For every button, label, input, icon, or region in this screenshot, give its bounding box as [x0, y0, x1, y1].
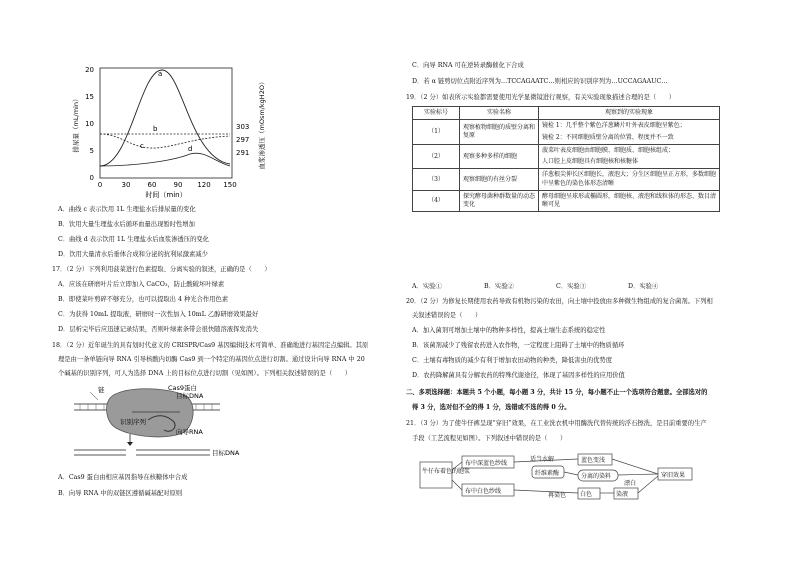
flow-hydrolysis: 适当水解 [530, 456, 555, 463]
table-cell [539, 145, 720, 169]
q18-option: B．向导 RNA 中的双链区遵循碱基配对原则 [58, 490, 183, 497]
table-header: 实验标号 [413, 107, 460, 120]
table-cell: （4） [413, 190, 460, 211]
q19-option: A．实验① [412, 283, 442, 290]
table-row [413, 120, 720, 145]
experiment-table [412, 106, 720, 212]
y-tick: 0 [89, 174, 94, 182]
curve-label: b [153, 125, 158, 133]
q18-option: A．Cas9 蛋白由相应基因指导在核糖体中合成 [58, 474, 188, 481]
q19-stem: 19．（2 分）如表所示实验都需要使用光学显微镜进行观察，有关实验现象描述合理的是（ ） [406, 94, 676, 101]
table-cell: （2） [413, 145, 460, 169]
obs-line: 镜检 2：不同细胞质壁分离的位置、程度并不一致 [542, 134, 674, 142]
q18-option: C．向导 RNA 可在逆转录酶催化下合成 [412, 62, 524, 69]
q17-option: D．层析完毕后应迅速记录结果，否则叶绿素条带会很快随溶液挥发消失 [58, 326, 259, 333]
obs-line: 菠菜叶表皮细胞由细胞膜、细胞质、细胞核组成； [542, 147, 675, 155]
q20-option: D．农药降解菌具有分解农药的特殊代谢途径，体现了基因多样性的应用价值 [412, 372, 625, 379]
table-row [413, 145, 720, 169]
curve-d [100, 153, 230, 166]
y-tick: 10 [85, 120, 94, 128]
x-axis-label: 时间（min） [145, 191, 187, 199]
label-guide-rna: 向导RNA [176, 428, 203, 436]
curve-c [100, 134, 230, 148]
table-header: 实验名称 [460, 107, 539, 120]
table-header: 观察到的实验现象 [539, 107, 720, 120]
q21-stem: 21．（3 分）为了使牛仔裤呈现“穿旧”效果，在工业洗衣机中用酶洗代替传统的浮石擦洗，是目前重要的生产 [406, 420, 707, 427]
q20-option: C．土壤有毒物质的减少有利于增加农田动物的种类，降低害虫的优势度 [412, 357, 613, 364]
q16-option: A．曲线 c 表示饮用 1L 生理盐水后排尿量的变化 [58, 206, 196, 213]
table-cell: （3） [413, 169, 460, 190]
table-row [413, 190, 720, 211]
x-tick: 150 [223, 181, 237, 189]
y2-tick: 303 [236, 123, 250, 131]
q16-option: D．饮用大量清水后垂体合成和分泌的抗利尿激素减少 [58, 251, 208, 258]
crispr-diagram [70, 384, 270, 464]
y-tick: 20 [85, 66, 94, 74]
flow-dye: 染液 [616, 491, 629, 498]
y-axis-label: 排尿量（mL/min） [72, 95, 80, 153]
label-target-dna: 目标DNA [176, 392, 204, 400]
q16-option: B．饮用大量生理盐水后循环血量出现暂时性增加 [58, 221, 195, 228]
q20-option: B．该菌剂减少了残留农药进入农作物，一定程度上阻碍了土壤中的物质循环 [412, 342, 625, 349]
curve-label: a [158, 70, 163, 78]
q17-stem: 17．（2 分）下列利用菠菜进行色素提取、分离实验的叙述，正确的是（ ） [52, 266, 271, 273]
y-tick: 15 [85, 93, 94, 101]
flow-bleach: 漂白 [624, 480, 637, 487]
label-target-dna-bottom: 目标DNA [212, 449, 240, 457]
y2-tick: 297 [236, 136, 250, 144]
urine-osmolarity-graph [70, 62, 270, 200]
x-tick: 120 [197, 181, 211, 189]
curve-a [100, 70, 230, 166]
flow-white-yarn: 布中白色纱线 [465, 488, 502, 495]
q20-option: A．加入菌剂可增加土壤中的物种多样性，提高土壤生态系统的稳定性 [412, 327, 606, 334]
flow-blue-yarn: 布中深蓝色纱线 [465, 460, 508, 467]
table-cell: 酵母细胞呈球形或椭圆形，细胞核、液泡和线粒体的形态、数目清晰可见 [539, 190, 720, 211]
label-recognition: 识别序列 [120, 418, 146, 426]
table-cell [539, 120, 720, 145]
section-heading: 二、多项选择题：本题共 5 个小题，每小题 3 分，共计 15 分，每小题不止一个选项符合题意。全部选对的 [406, 389, 708, 396]
table-cell: 观察植物细胞的质壁分离和复原 [460, 120, 539, 145]
flow-fiber: 纤维素酶 [535, 470, 560, 477]
x-tick: 60 [147, 181, 157, 189]
q18-option: D．若 α 链剪切位点附近序列为…TCCAGAATC…则相应的识别序列为…UCCAGAAUC… [412, 78, 668, 85]
x-tick: 90 [173, 181, 183, 189]
curve-label: d [188, 145, 193, 153]
q19-option: C．实验③ [556, 283, 587, 290]
table-cell: （1） [413, 120, 460, 145]
y2-tick: 291 [236, 149, 250, 157]
q18-stem: 个碱基的识别序列，可人为选择 DNA 上的目标位点进行切割（见如图）。下列相关叙述错误的是（ ） [58, 370, 352, 377]
table-row [413, 169, 720, 190]
q18-stem: 理是由一条单链向导 RNA 引导核酸内切酶 Cas9 到一个特定的基因位点进行切割。通过设计向导 RNA 中 20 [58, 356, 365, 363]
flow-wear: 穿旧效果 [661, 472, 686, 479]
label-chain: 链 [98, 386, 105, 394]
label-cas9: Cas9蛋白 [168, 384, 198, 392]
q20-stem: 20．（2 分）为修复长期使用农药导致有机物污染的农田，向土壤中投放由多种微生物组成的复合菌剂。下列相 [406, 298, 713, 305]
y2-axis-label: 血浆渗透压（mOsm/kgH2O） [258, 78, 266, 170]
flow-blue-change: 蓝色变浅 [581, 457, 606, 464]
flow-stain: 再染色 [548, 492, 567, 499]
q20-stem: 关叙述错误的是（ ） [412, 312, 482, 319]
q19-option: B．实验② [484, 283, 514, 290]
obs-line: 镜检 1：几乎整个紫色洋葱鳞片叶外表皮细胞呈紫色； [542, 122, 686, 130]
q16-option: C．曲线 d 表示饮用 1L 生理盐水后血浆渗透压的变化 [58, 236, 209, 243]
q18-stem: 18．（2 分）近年诞生的具有划时代意义的 CRISPR/Cas9 基因编辑技术可简单、准确地进行基因定点编辑。其原 [52, 342, 369, 349]
curve-label: c [140, 142, 144, 150]
x-tick: 0 [97, 181, 103, 189]
x-tick: 30 [121, 181, 131, 189]
flow-source: 牛仔布着色的胞浆 [422, 468, 471, 475]
q17-option: C．为获得 10mL 提取液，研磨时一次性加入 10mL 乙醇研磨效果最好 [58, 311, 259, 318]
table-cell: 观察细胞的有丝分裂 [460, 169, 539, 190]
jeans-process-flow [418, 450, 718, 506]
q17-option: B．即使菜叶剪碎不够充分，也可以提取出 4 种光合作用色素 [58, 296, 229, 303]
q17-option: A．应该在研磨叶片后立即加入 CaCO₃，防止酸破坏叶绿素 [58, 281, 225, 288]
section-heading: 得 3 分，选对但不全的得 1 分，选错或不选的得 0 分。 [412, 404, 571, 411]
obs-line: 人口腔上皮细胞具有细胞核和核糖体 [542, 158, 639, 166]
q19-option: D．实验④ [628, 283, 659, 290]
table-cell: 观察多种多样的细胞 [460, 145, 539, 169]
y-tick: 5 [89, 147, 94, 155]
table-cell: 洋葱根尖伸长区细胞长，液泡大；分生区细胞呈正方形，多数细胞中呈紫色的染色体形态清晰 [539, 169, 720, 190]
q21-stem: 手段（工艺流程见如图）。下列叙述中错误的是（ ） [412, 435, 567, 442]
table-cell: 探究酵母菌种群数量的动态变化 [460, 190, 539, 211]
flow-separate: 分离的染料 [581, 473, 612, 480]
flow-blue2: 白色 [580, 491, 593, 498]
